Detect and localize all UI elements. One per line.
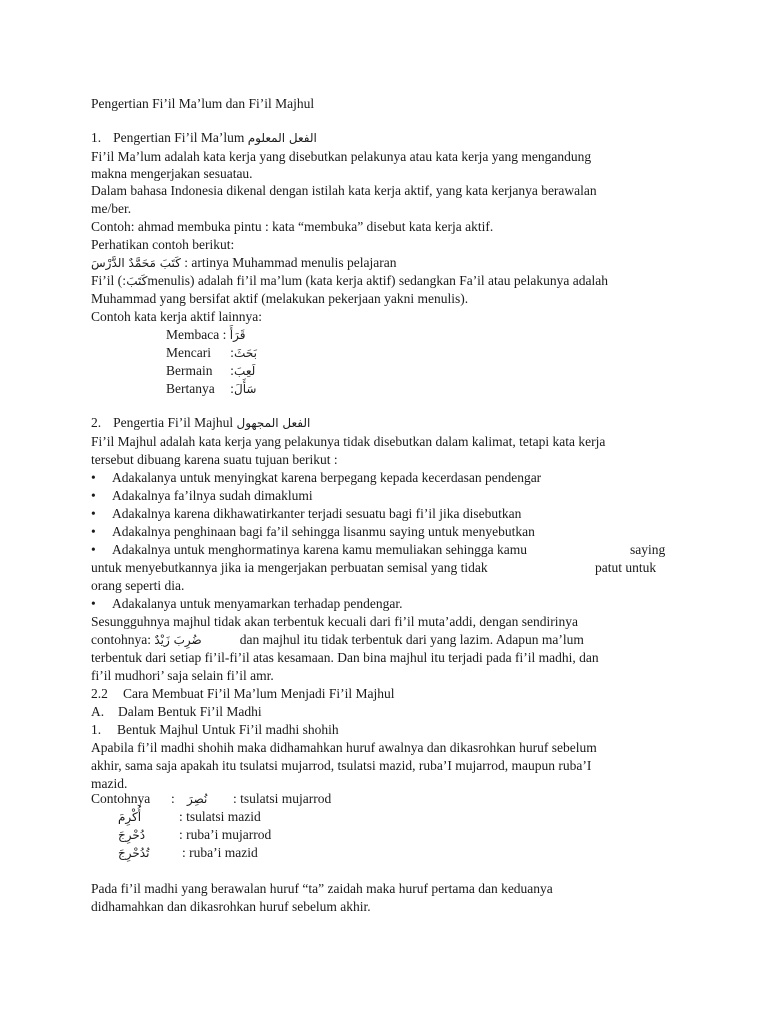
examples-colon: : [171, 791, 175, 806]
majhul-text: dan majhul itu tidak terbentuk dari yang lazim. Adapun ma’lum [239, 632, 584, 647]
list-item-text: Adakalanya untuk menyingkat karena berpegang kepada kecerdasan pendengar [112, 470, 542, 485]
rule-line: Apabila fi’il madhi shohih maka didhamahkan huruf awalnya dan dikasrohkan huruf sebelum [91, 740, 597, 755]
section-1-line: Contoh: ahmad membuka pintu : kata “membuka” disebut kata kerja aktif. [91, 219, 494, 234]
example-arabic: كَتَبَ مَحَمَّدٌ الدَّرْسَ [91, 256, 181, 270]
example-arabic: أُكْرِمَ [118, 810, 142, 824]
section-1-line: me/ber. [91, 201, 132, 216]
subsection-1-heading [91, 721, 728, 739]
closing-line: didhamahkan dan dikasrohkan huruf sebelum akhir. [91, 899, 371, 914]
majhul-paragraph-line: fi’il mudhori’ saja selain fi’il amr. [91, 668, 274, 683]
example-row [118, 826, 728, 844]
example-arabic: تُدُحْرِجَ [118, 846, 150, 860]
verb-arabic: :سَأَلَ [230, 382, 257, 396]
subsection-1-title: Bentuk Majhul Untuk Fi’il madhi shohih [117, 722, 339, 737]
verb-meaning: Mencari [166, 345, 211, 360]
example-description: : tsulatsi mazid [179, 809, 261, 824]
section-2-2-title: Cara Membuat Fi’il Ma’lum Menjadi Fi’il Majhul [123, 686, 395, 701]
list-item-continuation: orang seperti dia. [91, 578, 185, 593]
example-row [118, 844, 728, 862]
page-title: Pengertian Fi’il Ma’lum dan Fi’il Majhul [91, 96, 315, 111]
example-meaning: : artinya Muhammad menulis pelajaran [180, 255, 397, 270]
section-1-title: Pengertian Fi’il Ma’lum [113, 130, 245, 145]
section-2-title: Pengertia Fi’il Majhul [113, 415, 234, 430]
example-row [91, 790, 728, 808]
verb-arabic: :لَعِبَ [230, 364, 256, 378]
fiil-text-pre: Fi’il ( [91, 273, 123, 288]
list-item-text: Adakalnya penghinaan bagi fa’il sehingga lisanmu saying untuk menyebutkan [112, 524, 535, 539]
example-description: : tsulatsi mujarrod [233, 791, 332, 806]
list-item-text-tail: patut untuk [595, 560, 657, 575]
bullet-icon: • [91, 596, 96, 611]
bullet-icon: • [91, 542, 96, 557]
verb-arabic: :بَحَثَ [230, 346, 257, 360]
section-2-line: tersebut dibuang karena suatu tujuan berikut : [91, 452, 338, 467]
rule-line: akhir, sama saja apakah itu tsulatsi mujarrod, tsulatsi mazid, ruba’I mujarrod, maupun ruba’I [91, 758, 592, 773]
subsection-a-heading [91, 703, 728, 721]
section-1-line: Fi’il Ma’lum adalah kata kerja yang disebutkan pelakunya atau kata kerja yang mengandung [91, 149, 592, 164]
verb-meaning: Membaca : [166, 327, 227, 342]
list-item-text: Adakalnya fa’ilnya sudah dimaklumi [112, 488, 313, 503]
section-2-line: Fi’il Majhul adalah kata kerja yang pelakunya tidak disebutkan dalam kalimat, tetapi kata kerja [91, 434, 606, 449]
fiil-arabic: :كَتَبَ [122, 274, 148, 288]
verb-row [166, 326, 728, 344]
verb-arabic: قَرَأَ [229, 328, 246, 342]
example-row [118, 808, 728, 826]
fiil-explanation-line2: Muhammad yang bersifat aktif (melakukan pekerjaan yakni menulis). [91, 291, 469, 306]
fiil-explanation [91, 272, 728, 290]
example-arabic: نُصِرَ [187, 792, 208, 806]
fiil-text-post: menulis) adalah fi’il ma’lum (kata kerja aktif) sedangkan Fa’il atau pelakunya adalah [147, 273, 608, 288]
section-1-number: 1. [91, 130, 102, 145]
section-1-title-arabic: الفعل المعلوم [247, 131, 317, 145]
example-sentence [91, 254, 728, 272]
bullet-icon: • [91, 488, 96, 503]
list-item-text: Adakalnya karena dikhawatirkanter terjadi sesuatu bagi fi’il jika disebutkan [112, 506, 522, 521]
subsection-a-letter: A. [91, 704, 105, 719]
section-2-heading [91, 414, 728, 432]
example-label: contohnya: [91, 632, 151, 647]
example-description: : ruba’i mazid [182, 845, 258, 860]
majhul-paragraph-line: Sesungguhnya majhul tidak akan terbentuk kecuali dari fi’il muta’addi, dengan sendirinya [91, 614, 578, 629]
subsection-a-title: Dalam Bentuk Fi’il Madhi [118, 704, 262, 719]
subsection-1-number: 1. [91, 722, 102, 737]
section-2-2-number: 2.2 [91, 686, 108, 701]
section-2-2-heading [91, 685, 728, 703]
section-1-heading [91, 129, 728, 147]
example-arabic: ضُرِبَ زَيْدٌ [154, 633, 202, 647]
example-description: : ruba’i mujarrod [179, 827, 272, 842]
section-1-line: Dalam bahasa Indonesia dikenal dengan istilah kata kerja aktif, yang kata kerjanya berawalan [91, 183, 597, 198]
section-2-number: 2. [91, 415, 102, 430]
list-item-text: Adakalanya untuk menyamarkan terhadap pendengar. [112, 596, 403, 611]
section-1-line: Perhatikan contoh berikut: [91, 237, 235, 252]
section-2-title-arabic: الفعل المجهول [236, 416, 311, 430]
verb-meaning: Bertanya [166, 381, 215, 396]
section-1-line: makna mengerjakan sesuatau. [91, 166, 253, 181]
majhul-paragraph-line [91, 631, 728, 649]
examples-label: Contohnya [91, 791, 151, 806]
other-examples-label: Contoh kata kerja aktif lainnya: [91, 309, 262, 324]
bullet-icon: • [91, 470, 96, 485]
bullet-icon: • [91, 524, 96, 539]
list-item-continuation: untuk menyebutkannya jika ia mengerjakan perbuatan semisal yang tidak [91, 560, 488, 575]
rule-line: mazid. [91, 776, 128, 791]
list-item-text-tail: saying [630, 542, 666, 557]
majhul-paragraph-line: terbentuk dari setiap fi’il-fi’il atas kesamaan. Dan bina majhul itu terjadi pada fi’il madhi, dan [91, 650, 599, 665]
list-item-text: Adakalnya untuk menghormatinya karena kamu memuliakan sehingga kamu [112, 542, 527, 557]
verb-row [166, 362, 728, 380]
verb-row [166, 344, 728, 362]
verb-row [166, 380, 728, 398]
verb-meaning: Bermain [166, 363, 213, 378]
bullet-icon: • [91, 506, 96, 521]
closing-line: Pada fi’il madhi yang berawalan huruf “ta” zaidah maka huruf pertama dan keduanya [91, 881, 553, 896]
example-arabic: دُحْرِجَ [118, 828, 146, 842]
